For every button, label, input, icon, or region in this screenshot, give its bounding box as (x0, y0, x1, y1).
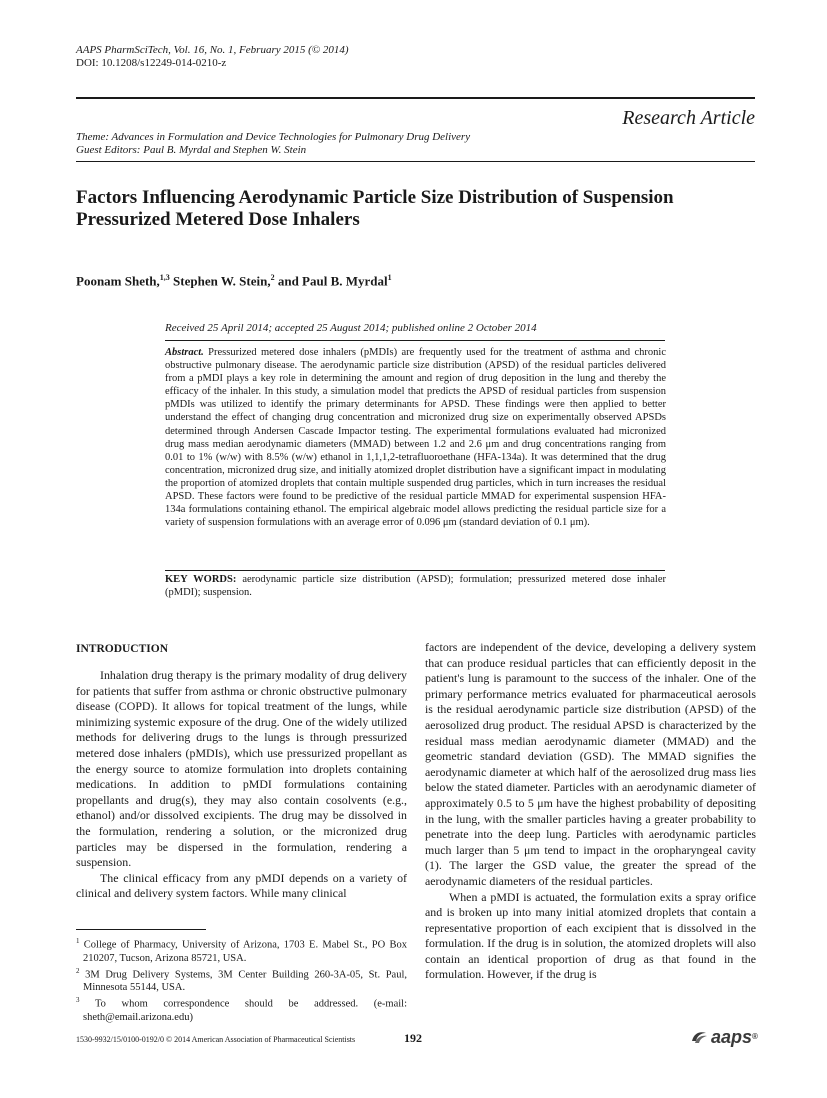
page-number: 192 (404, 1031, 422, 1045)
footnote (76, 935, 407, 965)
abstract (165, 346, 666, 529)
abstract-rule (165, 340, 665, 341)
logo-text: aaps (711, 1027, 753, 1047)
author-list (76, 270, 392, 289)
theme-line: Theme: Advances in Formulation and Device Technologies for Pulmonary Drug Delivery (76, 131, 471, 143)
doi[interactable]: DOI: 10.1208/s12249-014-0210-z (76, 57, 227, 69)
theme-rule (76, 161, 755, 162)
paragraph: When a pMDI is actuated, the formulation exits a spray orifice and is broken up into many initial atomized droplets that contain a representative proportion of each excipient that is dissolved in the formulation. If the drug is in solution, the atomized droplets will also contain an identical proportion of drug as that found in the formulation. However, if the drug is (425, 889, 756, 982)
author-name: Stephen W. Stein, (169, 273, 271, 289)
author-affiliation: 1,3 (159, 273, 170, 282)
footnote-mark: 2 (76, 966, 80, 975)
header-rule (76, 97, 755, 99)
guest-editors-line: Guest Editors: Paul B. Myrdal and Stephen W. Stein (76, 144, 307, 156)
keywords (165, 573, 666, 599)
paragraph: The clinical efficacy from any pMDI depends on a variety of clinical and delivery system factors. While many clinical (76, 870, 407, 901)
right-column (425, 640, 756, 983)
keywords-text: aerodynamic particle size distribution (APSD); formulation; pressurized metered dose inhaler (pMDI); suspension. (165, 574, 667, 598)
section-heading: INTRODUCTION (76, 643, 169, 655)
footnote-text: 3M Drug Delivery Systems, 3M Center Building 260-3A-05, St. Paul, Minnesota 55144, USA. (79, 969, 407, 993)
author-affiliation: 1 (387, 273, 392, 282)
theme-block (76, 131, 470, 157)
footnote-mark: 3 (76, 996, 80, 1004)
footnote (76, 994, 407, 1024)
footnote-mark: 1 (76, 937, 80, 945)
aaps-swirl-icon (690, 1029, 708, 1045)
article-title: Factors Influencing Aerodynamic Particle Size Distribution of Suspension Pressurized Metered Dose Inhalers (76, 187, 674, 230)
logo-registered-mark: ® (752, 1032, 758, 1041)
received-dates: Received 25 April 2014; accepted 25 August 2014; published online 2 October 2014 (165, 322, 537, 334)
footnote-text: College of Pharmacy, University of Arizona, 1703 E. Mabel St., PO Box 210207, Tucson, Arizona 85721, USA. (79, 939, 407, 964)
abstract-text: Pressurized metered dose inhalers (pMDIs) are frequently used for the treatment of asthma and chronic obstructive pulmonary disease. The aerodynamic particle size distribution (APSD) of the residual particles delivered from a pMDI plays a key role in determining the amount and region of drug deposition in the lung and thereby the efficacy of the inhaler. In this study, a simulation model that predicts the APSD of residual particles from suspension pMDIs was utilized to identify the primary determinants for APSD. These findings were then applied to better understand the effect of changing drug concentration and micronized drug size on experimentally observed APSDs determined through Andersen Cascade Impactor testing. The experimental formulations evaluated had micronized drug mass median aerodynamic diameters (MMAD) between 1.2 and 2.6 μm and drug concentrations ranging from 0.01 to 1% (w/w) with 8.5% (w/w) ethanol in 1,1,1,2-tetrafluoroethane (HFA-134a). It was determined that the drug concentration, micronized drug size, and initially atomized droplet distribution have a significant impact in modulating the proportion of atomized droplets that contain multiple suspended drug particles, which in turn increases the residual APSD. These factors were found to be predictive of the residual particle MMAD for experimental suspension HFA-134a formulations containing ethanol. The empirical algebraic model allows predicting the residual particle size for a variety of suspension formulations with an average error of 0.096 μm (standard deviation of 0.1 μm). (165, 347, 666, 529)
footnote (76, 965, 407, 995)
keywords-rule (165, 570, 665, 571)
author-affiliation: 2 (270, 273, 275, 282)
footnote-rule (76, 929, 206, 930)
author-name: and Paul B. Myrdal (274, 273, 388, 289)
paragraph: Inhalation drug therapy is the primary modality of drug delivery for patients that suffer from asthma or chronic obstructive pulmonary disease (COPD). It allows for topical treatment of the lungs, while minimizing systemic exposure of the drug. One of the widely utilized methods for delivering drugs to the lungs is through pressurized metered dose inhalers (pMDIs), which use pressurized propellant as the energy source to atomize formulation into droplets containing medications. In addition to pMDI formulations containing propellants and drug(s), they may also contain cosolvents (e.g., ethanol) and/or dissolved excipients. The drug may be dissolved in the formulation, rendering a solution, or the micronized drug particles may be dispersed in the formulation, rendering a suspension. (76, 668, 407, 870)
keywords-label: KEY WORDS: (165, 574, 237, 585)
footnotes (76, 935, 407, 1024)
left-column (76, 668, 407, 902)
article-type: Research Article (622, 107, 755, 129)
copyright-line: 1530-9932/15/0100-0192/0 © 2014 American Association of Pharmaceutical Scientists (76, 1035, 356, 1044)
publisher-logo (690, 1028, 758, 1046)
author-name: Poonam Sheth, (76, 273, 160, 289)
journal-citation: AAPS PharmSciTech, Vol. 16, No. 1, February 2015 (© 2014) (76, 44, 349, 56)
footnote-text: To whom correspondence should be addressed. (e-mail: sheth@email.arizona.edu) (79, 998, 407, 1023)
journal-header (76, 44, 349, 70)
abstract-label: Abstract. (165, 347, 204, 358)
paragraph: factors are independent of the device, developing a delivery system that can produce residual particles that can efficiently deposit in the patient's lung is paramount to the success of the inhaler. One of the primary performance metrics evaluated for pharmaceutical aerosols is the residual aerodynamic particle size distribution (APSD) of the aerosolized drug product. The residual APSD is characterized by the residual mass median aerodynamic diameter (MMAD) and the geometric standard deviation (GSD). The MMAD signifies the aerodynamic diameter at which half of the aerosolized drug mass lies below the stated diameter. Particles with an aerodynamic diameter of approximately 0.5 to 5 μm have the highest probability of depositing in the lung, with the smaller particles having a greater probability to penetrate into the deep lung. Particles with aerodynamic particles much larger than 5 μm tend to impact in the oropharyngeal cavity (1). The larger the GSD value, the greater the spread of the aerodynamic diameters of the residual particles. (425, 640, 756, 888)
